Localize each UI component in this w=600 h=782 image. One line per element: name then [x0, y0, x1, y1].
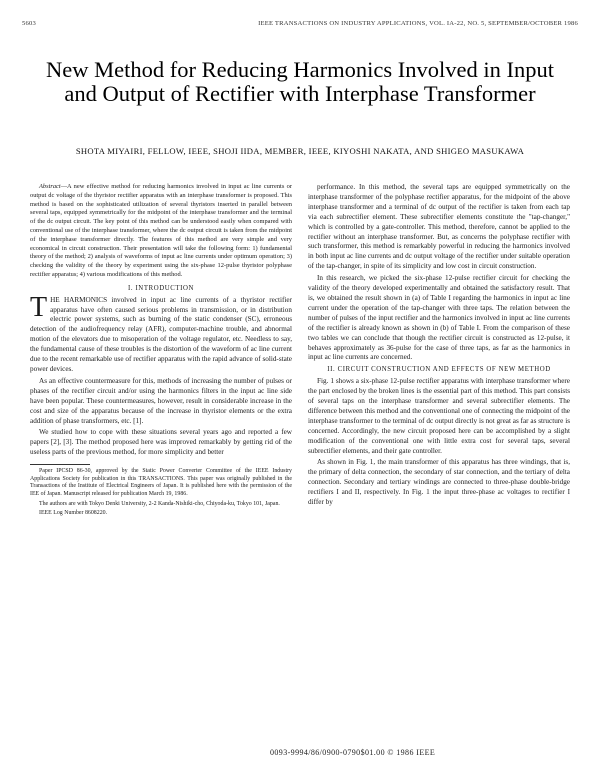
- author-list: SHOTA MIYAIRI, FELLOW, IEEE, SHOJI IIDA, MEMBER, IEEE, KIYOSHI NAKATA, AND SHIGEO MASUKAWA: [75, 146, 525, 156]
- section-heading-2: II. CIRCUIT CONSTRUCTION AND EFFECTS OF NEW METHOD: [327, 366, 551, 374]
- section2-paragraph-1: Fig. 1 shows a six-phase 12-pulse rectifier apparatus with interphase transformer where the part enclosed by the broken lines is the essential part of this method. This part consists of several taps on the interphase transformer and several subrectifier elements. The difference between this method and the conventional one of connecting the midpoint of the interphase transformer to the terminal of dc output directly is not great as far as structure is concerned. Accordingly, the new circuit proposed here can be accomplished by a slight modification of the conventional one with little extra cost for several taps, several subrectifier elements, and their gate controller.: [308, 377, 570, 455]
- page-number: 5603: [22, 20, 36, 27]
- body-paragraph-1: performance. In this method, the several taps are equipped symmetrically on the interphase transformer of the polyphase rectifier apparatus, for the midpoint of the above interphase transformer and a terminal of dc output of the rectifier is taken from each tap via each subrectifier element. These subrectifier elements constitute the "tap-changer," which is controlled by a gate-controller. This method, therefore, cannot be applied to the rectifier without an interphase transformer. But, as concerns the polyphase rectifier with such transformer, this method is remarkably powerful in reducing the harmonics involved in both input ac line currents and dc output voltage of the rectifier under suitable operation of the tap-changer, in spite of its simplicity and low cost in circuit construction.: [308, 183, 570, 271]
- intro-paragraph-1: [30, 291, 292, 375]
- footnote-log-number: IEEE Log Number 8608220.: [39, 510, 108, 517]
- footnote-divider: [30, 464, 90, 465]
- paper-title: New Method for Reducing Harmonics Involved in Input and Output of Rectifier with Interphase Transformer: [45, 57, 555, 106]
- left-column: [30, 183, 292, 520]
- intro-paragraph-2: As an effective countermeasure for this, methods of increasing the number of pulses or phases of the rectifier circuit and/or using the harmonics filters in the input ac line side have been popular. These countermeasures, however, result in considerable increase in the cost and size of the apparatus because of the increase in thyristor elements or the extra addition of phase transformers, etc. [1].: [30, 376, 292, 425]
- running-header: [22, 20, 578, 32]
- intro-text-1: HE HARMONICS involved in input ac line currents of a thyristor rectifier apparatus have often caused serious problems in transmission, or in distribution electric power systems, such as burning of the static condenser (SC), erroneous detection of the audiofrequency relay (AFR), computer-machine trouble, and abnormal motion of the elevators due to misoperation of the voltage regulator, etc. Needless to say, the fundamental cause of these troubles is the distortion of the waveform of ac line current due to the recent remarkable use of rectifier apparatus with the rapid advance of solid-state power devices.: [30, 295, 292, 374]
- section2-paragraph-2: As shown in Fig. 1, the main transformer of this apparatus has three windings, that is, the primary of delta connection, the secondary of star connection, and the tertiary of delta connection. Secondary and tertiary windings are connected to three-phase double-bridge rectifiers I and II, respectively. In Fig. 1 the input three-phase ac voltages to rectifier I differ by: [308, 458, 570, 507]
- drop-cap: T: [30, 291, 48, 323]
- intro-paragraph-3: We studied how to cope with these situations several years ago and reported a few papers [2], [3]. The method proposed here was improved remarkably by getting rid of the useless parts of the previous method, for more simplicity and better: [30, 428, 292, 457]
- footnote-manuscript: Paper IPCSD 86-30, approved by the Static Power Converter Committee of the IEEE Industry Applications Society for publication in this TRANSACTIONS. This paper was originally published in the Transactions of the Institute of Electrical Engineers of Japan. It is published here with the permission of the IEE of Japan. Manuscript released for publication March 19, 1986.: [30, 468, 292, 497]
- abstract-label: Abstract: [39, 183, 61, 190]
- journal-name: IEEE TRANSACTIONS ON INDUSTRY APPLICATIONS, VOL. IA-22, NO. 5, SEPTEMBER/OCTOBER 1986: [258, 20, 578, 27]
- abstract-text: —A new effective method for reducing harmonics involved in input ac line currents or output dc voltage of the thyristor rectifier apparatus with an interphase transformer is proposed. This method is based on the sophisticated utilization of several thyristors inserted in parallel between several taps, equipped symmetrically for the midpoint of the interphase transformer and the terminal of the dc output circuit. The key point of this method can be understood easily when compared with conventional use of the interphase transformer, where the dc output circuit is taken from the midpoint of the interphase transformer directly. The features of this method are very simple and very economical in circuit construction. Their presentation will take the following form: 1) fundamental theory of the method; 2) analysis of waveforms of input ac line currents under optimum operation; 3) checking the validity of the theory by experiment using the six-phase 12-pulse thyristor polyphase rectifier apparatus; 4) various modifications of this method.: [30, 183, 292, 278]
- right-column: [308, 183, 570, 510]
- section-heading-introduction: I. INTRODUCTION: [127, 284, 194, 292]
- footnote-affiliation: The authors are with Tokyo Denki University, 2-2 Kanda-Nishiki-cho, Chiyoda-ku, Tokyo 101, Japan.: [39, 500, 280, 507]
- copyright-footer: 0093-9994/86/0900-0790$01.00 © 1986 IEEE: [270, 748, 436, 757]
- body-paragraph-2: In this research, we picked the six-phase 12-pulse rectifier circuit for checking the validity of the theory developed experimentally and obtained the satisfactory result. That is, we obtained the result shown in (a) of Table I regarding the harmonics in input ac line current under the operation of the tap-changer with three taps. The relation between the number of pulses of the input rectifier and the harmonics involved in input ac line currents of the rectifier is already known as shown in (b) of Table I. From the comparison of these two tables we can conclude that though the rectifier circuit is constructed as 12-pulse, it behaves approximately as 36-pulse for the case of three taps, as far as the harmonics in input ac line currents are concerned.: [308, 274, 570, 362]
- abstract: [30, 183, 292, 280]
